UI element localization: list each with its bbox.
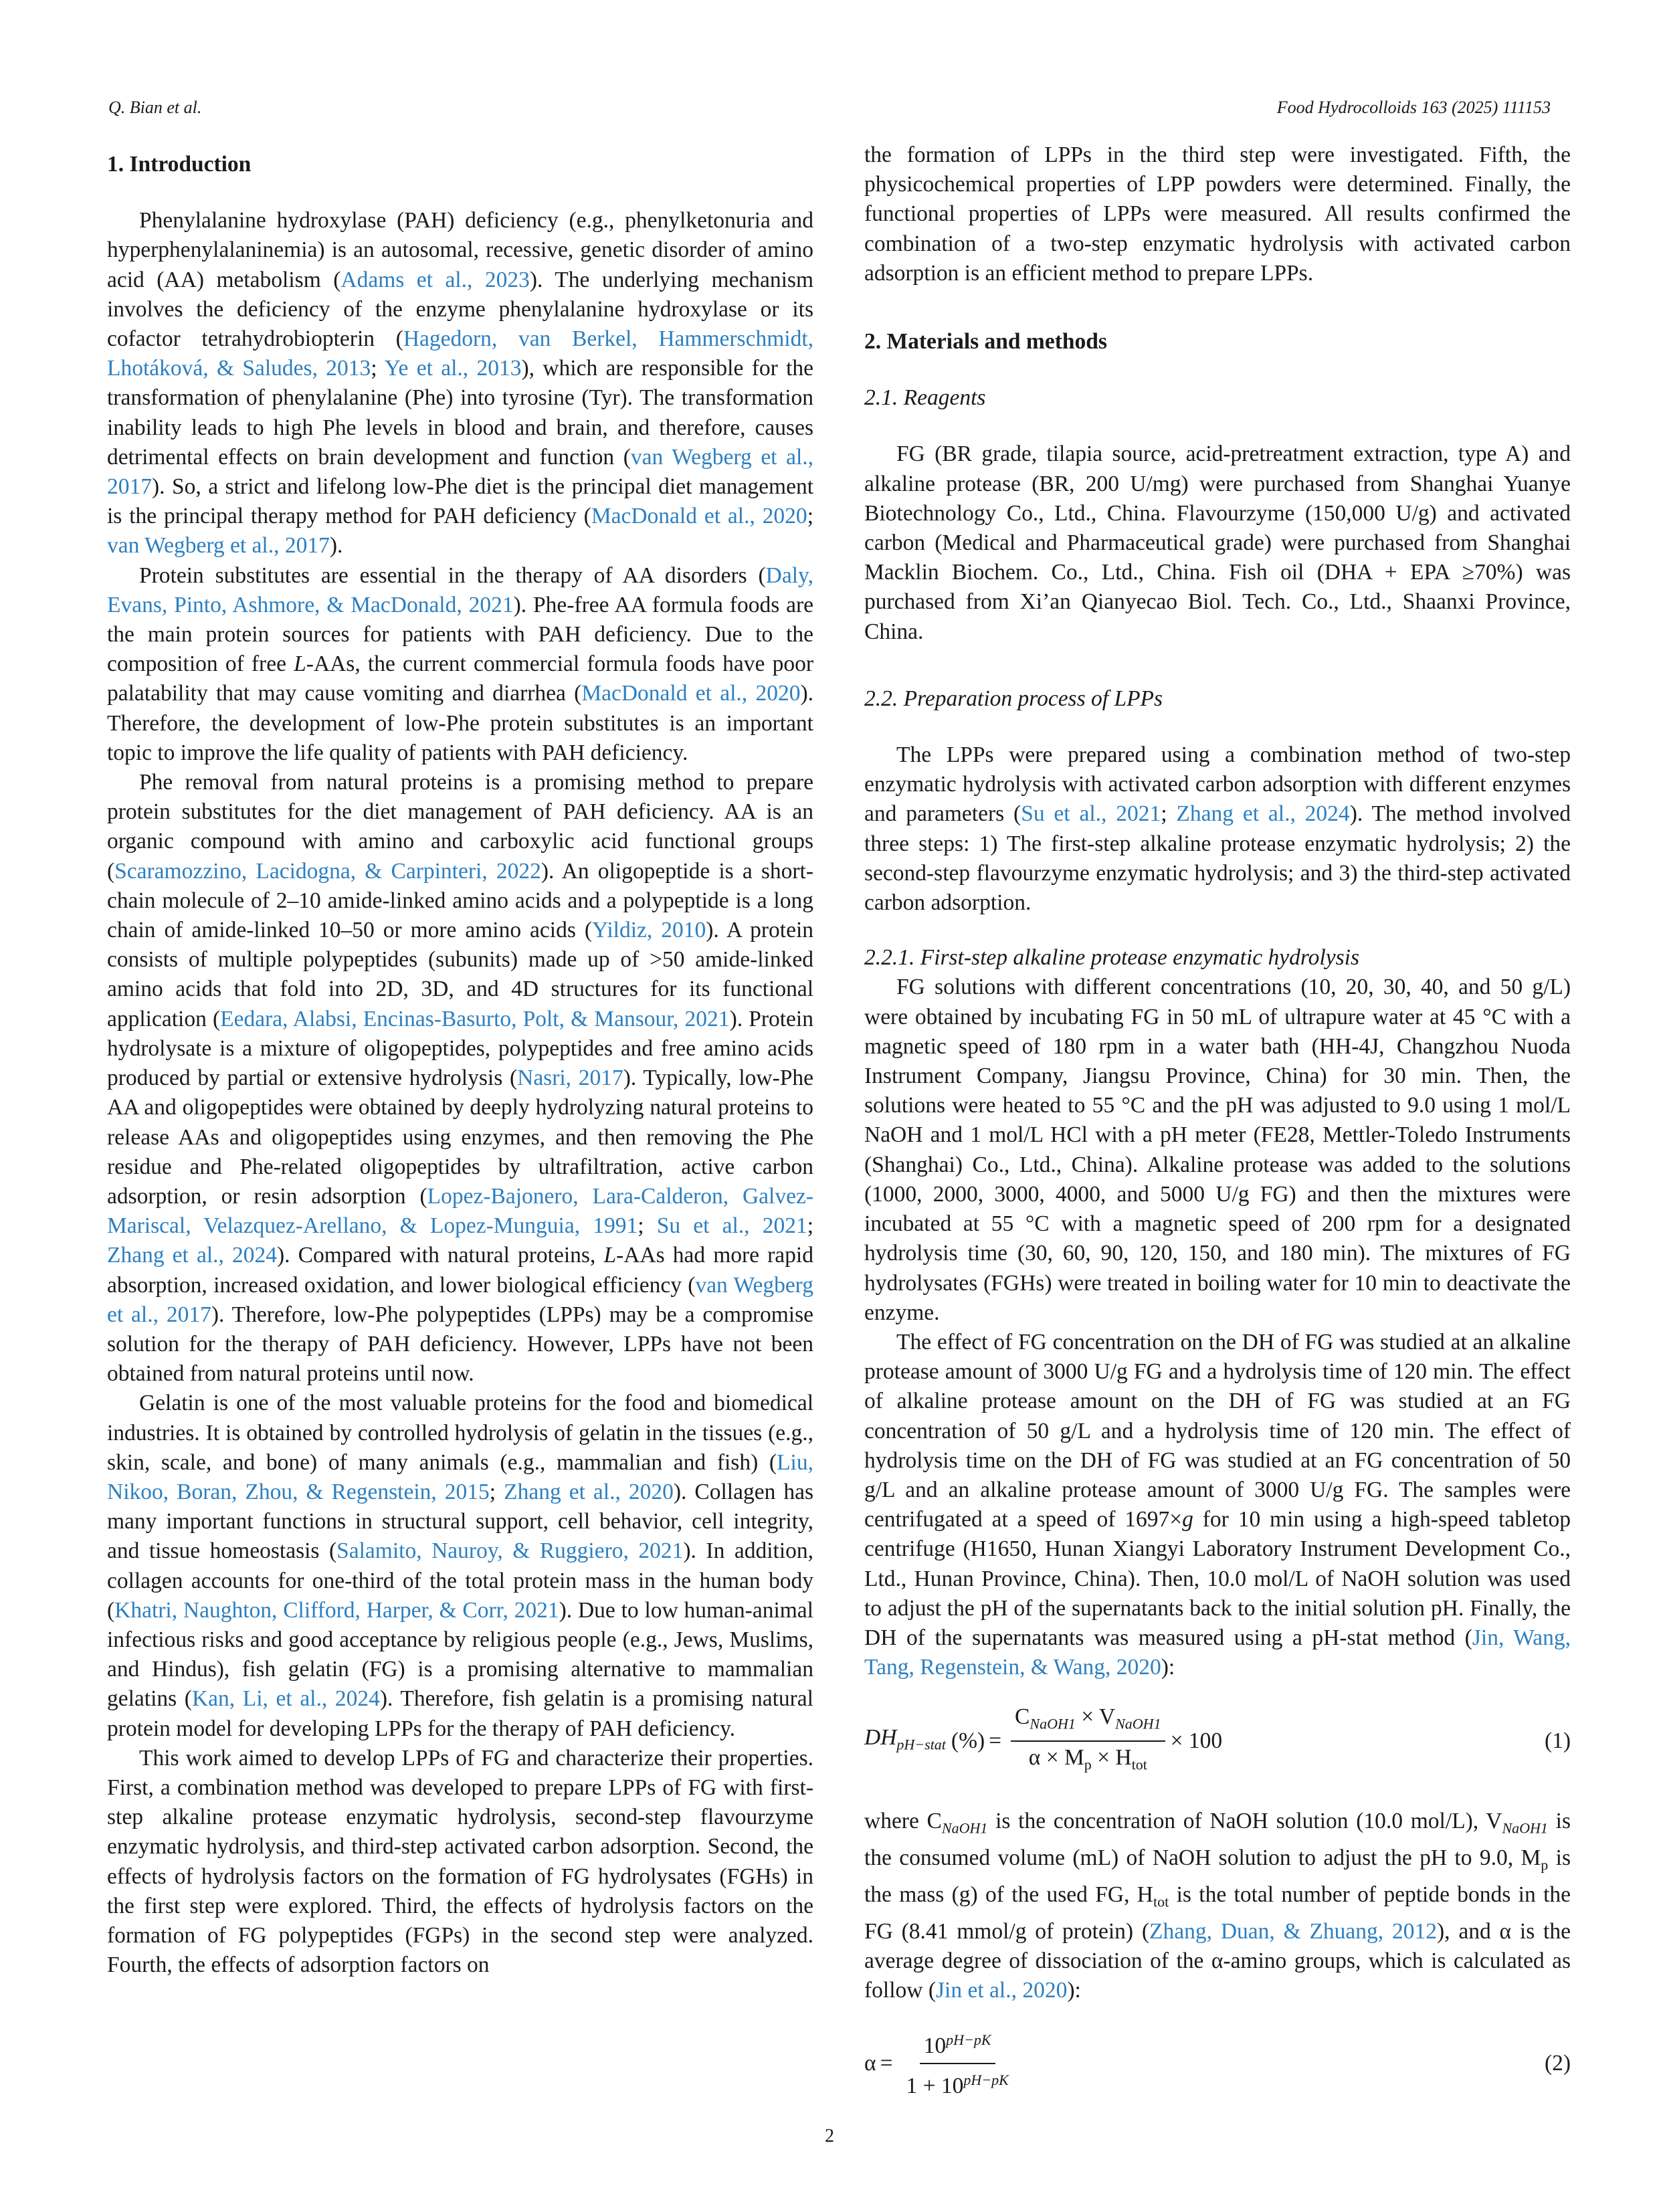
equation-1-number: (1) bbox=[1544, 1728, 1571, 1754]
section-title-introduction: 1. Introduction bbox=[107, 152, 252, 177]
citation-link[interactable]: van Wegberg et al., 2017 bbox=[107, 533, 330, 559]
equation-2-number: (2) bbox=[1544, 2050, 1571, 2076]
section-title-materials-methods: 2. Materials and methods bbox=[864, 329, 1107, 355]
citation-link[interactable]: Jin, Wang, Tang, Regenstein, & Wang, 2020 bbox=[864, 1625, 1571, 1680]
page-number: 2 bbox=[825, 2126, 834, 2146]
reagents-paragraph: FG (BR grade, tilapia source, acid-pretreatment extraction, type A) and alkaline protease (BR, 200 U/mg) were purchased from Shanghai Yuanye Biotechnology Co., Ltd., China. Flavourzyme (150,000 U/g) and activated carbon (Medical and Pharmaceutical grade) were purchased from Shanghai Macklin Biochem. Co., Ltd., China. Fish oil (DHA + EPA ≥70%) was purchased from Xi’an Qianyecao Biol. Tech. Co., Ltd., Shaanxi Province, China. bbox=[864, 441, 1571, 644]
citation-link[interactable]: van Wegberg et al., 2017 bbox=[107, 1272, 813, 1327]
citation-link[interactable]: Daly, Evans, Pinto, Ashmore, & MacDonald, 2021 bbox=[107, 563, 813, 617]
citation-link[interactable]: Lopez-Bajonero, Lara-Calderon, Galvez-Mariscal, Velazquez-Arellano, & Lopez-Munguia, 1991 bbox=[107, 1183, 813, 1239]
subsubsection-title-first-step: 2.2.1. First-step alkaline protease enzymatic hydrolysis bbox=[864, 945, 1359, 971]
citation-link[interactable]: Kan, Li, et al., 2024 bbox=[191, 1686, 380, 1712]
citation-link[interactable]: Zhang et al., 2024 bbox=[107, 1243, 277, 1268]
equation-1: $DH_{pH-stat}$ (%) = $\frac{C_{NaOH1} \times V_{NaOH1}}{\alpha \times M_p \times H_{tot}}$ × 100 (1) bbox=[864, 1702, 1571, 1780]
equation-2-fraction: $\frac{10^{pH-pK}}{1 + 10^{pH-pK}}$ bbox=[902, 2025, 1012, 2101]
citation-link[interactable]: van Wegberg et al., 2017 bbox=[107, 444, 814, 500]
equation-1-definitions: where $C_{NaOH1}$ is the concentration of NaOH solution (10.0 mol/L), $V_{NaOH1}$ is the consumed volume (mL) of NaOH solution to adjust the pH to 9.0, $M_p$ is the mass (g) of the used FG, $H_{tot}$ is the total number of peptide bonds in the FG (8.41 mmol/g of protein) (Zhang, Duan, & Zhuang, 2012), and α is the average degree of dissociation of the α-amino groups, which is calculated as follow (Jin et al., 2020): bbox=[864, 1809, 1571, 2003]
citation-link[interactable]: Su et al., 2021 bbox=[656, 1213, 807, 1239]
intro-paragraph-1: Phenylalanine hydroxylase (PAH) deficiency (e.g., phenylketonuria and hyperphenylalaninemia) is an autosomal, recessive, genetic disorder of amino acid (AA) metabolism (Adams et al., 2023). The underlying mechanism involves the deficiency of the enzyme phenylalanine hydroxylase or its cofactor tetrahydrobiopterin (Hagedorn, van Berkel, Hammerschmidt, Lhotáková, & Saludes, 2013; Ye et al., 2013), which are responsible for the transformation of phenylalanine (Phe) into tyrosine (Tyr). The transformation inability leads to high Phe levels in blood and brain, and therefore, causes detrimental effects on brain development and function (van Wegberg et al., 2017). So, a strict and lifelong low-Phe diet is the principal diet management is the principal therapy method for PAH deficiency (MacDonald et al., 2020; van Wegberg et al., 2017). bbox=[107, 208, 814, 559]
running-header-journal: Food Hydrocolloids 163 (2025) 111153 bbox=[1276, 98, 1551, 117]
citation-link[interactable]: Zhang, Duan, & Zhuang, 2012 bbox=[1149, 1918, 1437, 1944]
citation-link[interactable]: Su et al., 2021 bbox=[1021, 801, 1161, 827]
subsection-title-reagents: 2.1. Reagents bbox=[864, 385, 986, 411]
citation-link[interactable]: Ye et al., 2013 bbox=[384, 356, 522, 381]
citation-link[interactable]: Khatri, Naughton, Clifford, Harper, & Corr, 2021 bbox=[114, 1597, 559, 1623]
citation-link[interactable]: Yildiz, 2010 bbox=[591, 918, 706, 943]
citation-link[interactable]: Eedara, Alabsi, Encinas-Basurto, Polt, & Mansour, 2021 bbox=[220, 1006, 730, 1031]
intro-paragraph-3: Phe removal from natural proteins is a promising method to prepare protein substitutes for the diet management of PAH deficiency. AA is an organic compound with amino and carboxylic acid functional groups (Scaramozzino, Lacidogna, & Carpinteri, 2022). An oligopeptide is a short-chain molecule of 2–10 amide-linked amino acids and a polypeptide is a long chain of amide-linked 10–50 or more amino acids (Yildiz, 2010). A protein consists of multiple polypeptides (subunits) made up of >50 amide-linked amino acids that fold into 2D, 3D, and 4D structures for its functional application (Eedara, Alabsi, Encinas-Basurto, Polt, & Mansour, 2021). Protein hydrolysate is a mixture of oligopeptides, polypeptides and free amino acids produced by partial or extensive hydrolysis (Nasri, 2017). Typically, low-Phe AA and oligopeptides were obtained by deeply hydrolyzing natural proteins to release AAs and oligopeptides using enzymes, and then removing the Phe residue and Phe-related oligopeptides by ultrafiltration, active carbon adsorption, or resin adsorption (Lopez-Bajonero, Lara-Calderon, Galvez-Mariscal, Velazquez-Arellano, & Lopez-Munguia, 1991; Su et al., 2021; Zhang et al., 2024). Compared with natural proteins, L-AAs had more rapid absorption, increased oxidation, and lower biological efficiency (van Wegberg et al., 2017). Therefore, low-Phe polypeptides (LPPs) may be a compromise solution for the therapy of PAH deficiency. However, LPPs have not been obtained from natural proteins until now. bbox=[107, 770, 814, 1387]
intro-paragraph-2: Protein substitutes are essential in the therapy of AA disorders (Daly, Evans, Pinto, Ashmore, & MacDonald, 2021). Phe-free AA formula foods are the main protein sources for patients with PAH deficiency. Due to the composition of free L-AAs, the current commercial formula foods have poor palatability that may cause vomiting and diarrhea (MacDonald et al., 2020). Therefore, the development of low-Phe protein substitutes is an important topic to improve the life quality of patients with PAH deficiency. bbox=[107, 563, 814, 765]
equation-2: α = $\frac{10^{pH-pK}}{1 + 10^{pH-pK}}$ (2) bbox=[864, 2025, 1571, 2101]
intro-paragraph-5: This work aimed to develop LPPs of FG and characterize their properties. First, a combination method was developed to prepare LPPs of FG with first-step alkaline protease enzymatic hydrolysis, second-step flavourzyme enzymatic hydrolysis, and third-step activated carbon adsorption. Second, the effects of hydrolysis factors on the formation of FG hydrolysates (FGHs) in the first step were explored. Third, the effects of hydrolysis factors on the formation of FG polypeptides (FGPs) in the second step were analyzed. Fourth, the effects of adsorption factors on bbox=[107, 1745, 813, 1978]
citation-link[interactable]: Zhang et al., 2020 bbox=[504, 1479, 674, 1504]
citation-link[interactable]: Salamito, Nauroy, & Ruggiero, 2021 bbox=[336, 1538, 684, 1564]
right-column bbox=[864, 140, 1571, 2128]
citation-link[interactable]: MacDonald et al., 2020 bbox=[591, 504, 807, 529]
equation-1-fraction: $\frac{C_{NaOH1} \times V_{NaOH1}}{\alpha \times M_p \times H_{tot}}$ bbox=[1011, 1702, 1165, 1780]
citation-link[interactable]: Liu, Nikoo, Boran, Zhou, & Regenstein, 2015 bbox=[107, 1449, 813, 1504]
citation-link[interactable]: Scaramozzino, Lacidogna, & Carpinteri, 2022 bbox=[114, 858, 541, 884]
intro-paragraph-4: Gelatin is one of the most valuable proteins for the food and biomedical industries. It is obtained by controlled hydrolysis of gelatin in the tissues (e.g., skin, scale, and bone) of many animals (e.g., mammalian and fish) (Liu, Nikoo, Boran, Zhou, & Regenstein, 2015; Zhang et al., 2020). Collagen has many important functions in structural support, cell behavior, cell integrity, and tissue homeostasis (Salamito, Nauroy, & Ruggiero, 2021). In addition, collagen accounts for one-third of the total protein mass in the human body (Khatri, Naughton, Clifford, Harper, & Corr, 2021). Due to low human-animal infectious risks and good acceptance by religious people (e.g., Jews, Muslims, and Hindus), fish gelatin (FG) is a promising alternative to mammalian gelatins (Kan, Li, et al., 2024). Therefore, fish gelatin is a promising natural protein model for developing LPPs for the therapy of PAH deficiency. bbox=[107, 1391, 814, 1741]
citation-link[interactable]: Hagedorn, van Berkel, Hammerschmidt, Lhotáková, & Saludes, 2013 bbox=[107, 326, 814, 381]
citation-link[interactable]: Jin et al., 2020 bbox=[936, 1978, 1068, 2003]
citation-link[interactable]: MacDonald et al., 2020 bbox=[581, 681, 801, 706]
intro-paragraph-5-continued: the formation of LPPs in the third step were investigated. Fifth, the physicochemical properties of LPP powders were determined. Finally, the functional properties of LPPs were measured. All results confirmed the combination of a two-step enzymatic hydrolysis with activated carbon adsorption is an efficient method to prepare LPPs. bbox=[864, 142, 1571, 286]
running-header-authors: Q. Bian et al. bbox=[108, 98, 202, 117]
first-step-paragraph-2: The effect of FG concentration on the DH of FG was studied at an alkaline protease amount of 3000 U/g FG and a hydrolysis time of 120 min. The effect of alkaline protease amount on the DH of FG was studied at an FG concentration of 50 g/L and a hydrolysis time of 120 min. The effect of hydrolysis time on the DH of FG was studied at an FG concentration of 50 g/L and an alkaline protease amount of 3000 U/g FG. The samples were centrifugated at a speed of 1697×g for 10 min using a high-speed tabletop centrifuge (H1650, Hunan Xiangyi Laboratory Instrument Development Co., Ltd., Hunan Province, China). Then, 10.0 mol/L of NaOH solution was used to adjust the pH of the supernatants back to the initial solution pH. Finally, the DH of the supernatants was measured using a pH-stat method (Jin, Wang, Tang, Regenstein, & Wang, 2020): bbox=[864, 1329, 1571, 1680]
citation-link[interactable]: Adams et al., 2023 bbox=[340, 267, 530, 292]
preparation-paragraph: The LPPs were prepared using a combination method of two-step enzymatic hydrolysis with activated carbon adsorption with different enzymes and parameters (Su et al., 2021; Zhang et al., 2024). The method involved three steps: 1) The first-step alkaline protease enzymatic hydrolysis; 2) the second-step flavourzyme enzymatic hydrolysis; and 3) the third-step activated carbon adsorption. bbox=[864, 742, 1571, 916]
citation-link[interactable]: Zhang et al., 2024 bbox=[1176, 801, 1350, 827]
citation-link[interactable]: Nasri, 2017 bbox=[517, 1066, 623, 1091]
subsection-title-preparation: 2.2. Preparation process of LPPs bbox=[864, 686, 1163, 711]
first-step-paragraph-1: FG solutions with different concentrations (10, 20, 30, 40, and 50 g/L) were obtained by incubating FG in 50 mL of ultrapure water at 45 °C with a magnetic speed of 180 rpm in a water bath (HH-4J, Changzhou Nuoda Instrument Company, Jiangsu Province, China) for 30 min. Then, the solutions were heated to 55 °C and the pH was adjusted to 9.0 using 1 mol/L NaOH and 1 mol/L HCl with a pH meter (FE28, Mettler-Toledo Instruments (Shanghai) Co., Ltd., China). Alkaline protease was added to the solutions (1000, 2000, 3000, 4000, and 5000 U/g FG) and then the mixtures were incubated at 55 °C with a magnetic speed of 200 rpm for a designated hydrolysis time (30, 60, 90, 120, 150, and 180 min). The mixtures of FG hydrolysates (FGHs) were treated in boiling water for 10 min to deactivate the enzyme. bbox=[864, 975, 1571, 1325]
left-column bbox=[107, 140, 813, 1980]
